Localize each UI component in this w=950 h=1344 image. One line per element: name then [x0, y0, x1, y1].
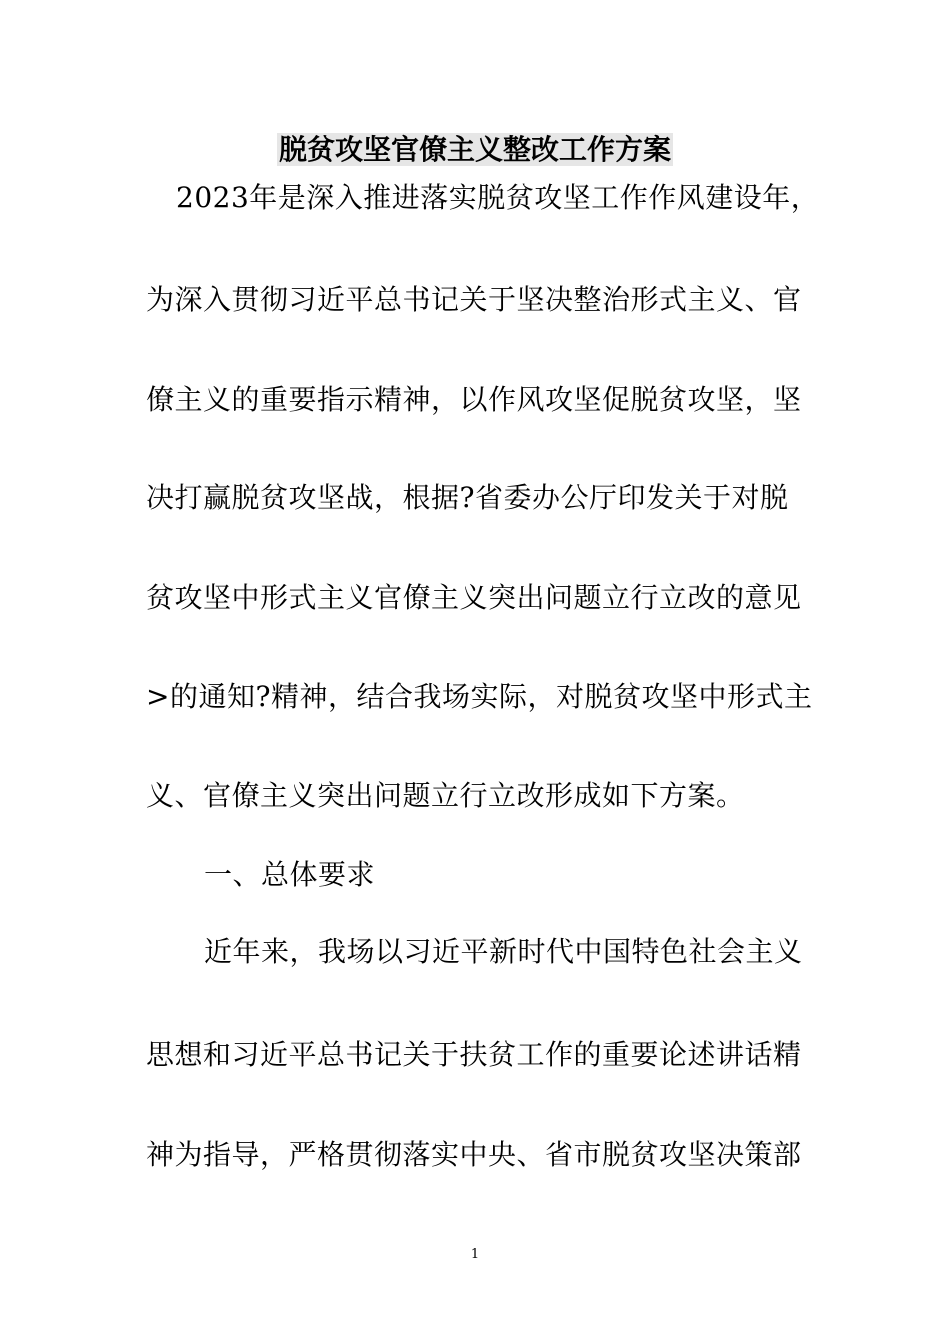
paragraph-line: 贫攻坚中形式主义官僚主义突出问题立行立改的意见 [146, 581, 802, 614]
paragraph-line: 2023年是深入推进落实脱贫攻坚工作作风建设年， [176, 181, 820, 214]
paragraph-line: 僚主义的重要指示精神，以作风攻坚促脱贫攻坚，坚 [146, 383, 802, 416]
paragraph-line: 义、官僚主义突出问题立行立改形成如下方案。 [146, 779, 745, 812]
section-heading: 一、总体要求 [204, 858, 376, 891]
paragraph-line: 近年来，我场以习近平新时代中国特色社会主义 [204, 935, 803, 968]
paragraph-line: >的通知?精神，结合我场实际，对脱贫攻坚中形式主 [146, 680, 813, 713]
document-title [0, 128, 950, 172]
document-title-text: 脱贫攻坚官僚主义整改工作方案 [278, 133, 671, 166]
page-number: 1 [470, 1247, 480, 1262]
paragraph-line: 决打赢脱贫攻坚战，根据?省委办公厅印发关于对脱 [146, 481, 789, 514]
paragraph-line: 为深入贯彻习近平总书记关于坚决整治形式主义、官 [146, 283, 802, 316]
paragraph-line: 神为指导，严格贯彻落实中央、省市脱贫攻坚决策部 [146, 1138, 802, 1171]
paragraph-line: 思想和习近平总书记关于扶贫工作的重要论述讲话精 [146, 1038, 802, 1071]
